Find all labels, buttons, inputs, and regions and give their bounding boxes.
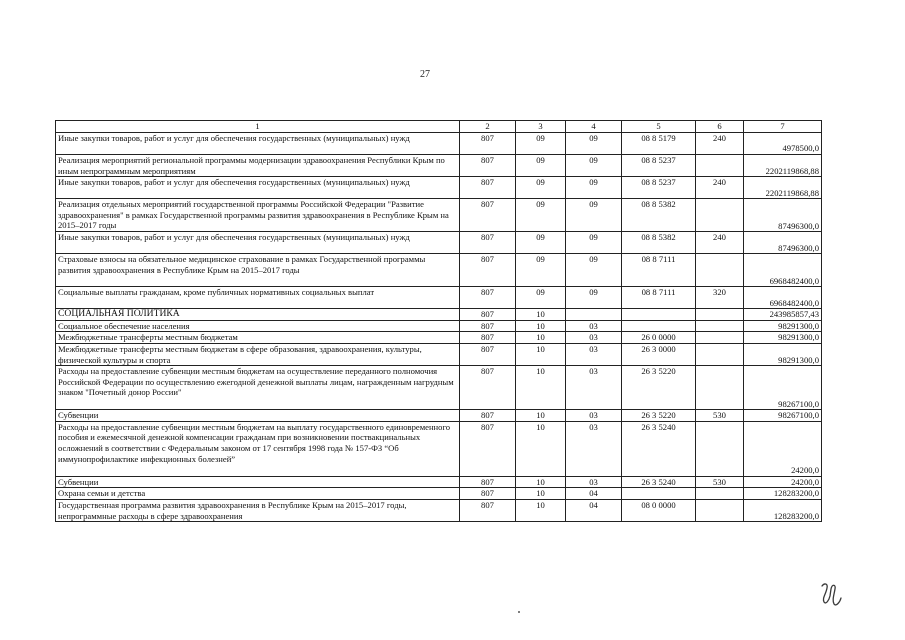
row-code-cell <box>696 320 744 332</box>
row-code-cell: 09 <box>566 199 622 232</box>
header-cell: 3 <box>516 121 566 133</box>
row-code-cell: 04 <box>566 488 622 500</box>
row-code-cell: 10 <box>516 320 566 332</box>
header-cell: 7 <box>744 121 822 133</box>
row-code-cell <box>696 343 744 365</box>
row-code-cell: 08 8 7111 <box>622 287 696 309</box>
row-code-cell <box>696 366 744 410</box>
row-sum-cell: 87496300,0 <box>744 232 822 254</box>
row-name-cell: Государственная программа развития здравоохранения в Республике Крым на 2015–2017 годы, непрограммные расходы в сфере здравоохранения <box>56 499 460 521</box>
row-code-cell: 807 <box>460 232 516 254</box>
table-row <box>56 343 822 365</box>
table-row <box>56 155 822 177</box>
header-cell: 4 <box>566 121 622 133</box>
row-code-cell: 09 <box>566 133 622 155</box>
row-code-cell <box>696 499 744 521</box>
row-name-cell: Реализация отдельных мероприятий государственной программы Российской Федерации "Развитие здравоохранения" в рамках Государственной программы развития здравоохранения в Республике Крым на 2015–2017 годы <box>56 199 460 232</box>
row-code-cell: 807 <box>460 320 516 332</box>
table-row <box>56 133 822 155</box>
row-code-cell: 807 <box>460 133 516 155</box>
row-code-cell: 10 <box>516 366 566 410</box>
header-cell: 2 <box>460 121 516 133</box>
row-sum-cell: 98267100,0 <box>744 410 822 422</box>
row-code-cell: 10 <box>516 499 566 521</box>
row-code-cell: 807 <box>460 421 516 476</box>
row-code-cell: 26 3 5240 <box>622 421 696 476</box>
row-code-cell: 807 <box>460 199 516 232</box>
row-code-cell: 807 <box>460 476 516 488</box>
row-name-cell: Иные закупки товаров, работ и услуг для обеспечения государственных (муниципальных) нужд <box>56 177 460 199</box>
row-code-cell <box>622 320 696 332</box>
row-name-cell: Субвенции <box>56 476 460 488</box>
row-code-cell: 08 8 5237 <box>622 177 696 199</box>
table-header-row <box>56 121 822 133</box>
row-code-cell: 08 0 0000 <box>622 499 696 521</box>
row-sum-cell: 2202119868,88 <box>744 177 822 199</box>
row-code-cell: 09 <box>566 287 622 309</box>
row-code-cell: 807 <box>460 343 516 365</box>
row-code-cell: 807 <box>460 177 516 199</box>
row-name-cell: Страховые взносы на обязательное медицинское страхование в рамках Государственной программы развития здравоохранения в Республике Крым на 2015–2017 годы <box>56 254 460 287</box>
row-code-cell: 08 8 5179 <box>622 133 696 155</box>
row-name-cell: СОЦИАЛЬНАЯ ПОЛИТИКА <box>56 309 460 321</box>
row-name-cell: Реализация мероприятий региональной программы модернизации здравоохранения Республики Крым по иным непрограммным мероприятиям <box>56 155 460 177</box>
table-row <box>56 499 822 521</box>
table-row <box>56 320 822 332</box>
row-sum-cell: 98291300,0 <box>744 332 822 344</box>
row-sum-cell: 128283200,0 <box>744 499 822 521</box>
row-code-cell: 530 <box>696 476 744 488</box>
row-code-cell: 09 <box>566 254 622 287</box>
row-code-cell: 807 <box>460 332 516 344</box>
row-code-cell: 08 8 5237 <box>622 155 696 177</box>
row-code-cell: 530 <box>696 410 744 422</box>
row-sum-cell: 128283200,0 <box>744 488 822 500</box>
row-code-cell <box>566 309 622 321</box>
row-code-cell: 26 3 5240 <box>622 476 696 488</box>
row-sum-cell: 2202119868,88 <box>744 155 822 177</box>
row-name-cell: Расходы на предоставление субвенции местным бюджетам на выплату государственного единовременного пособия и ежемесячной денежной компенсации гражданам при возникновении поствакцинальных осложнений в соответствии с Федеральным законом от 17 сентября 1998 года № 157-ФЗ “Об иммунопрофилактике инфекционных болезней” <box>56 421 460 476</box>
row-name-cell: Охрана семьи и детства <box>56 488 460 500</box>
table-row <box>56 287 822 309</box>
row-name-cell: Иные закупки товаров, работ и услуг для обеспечения государственных (муниципальных) нужд <box>56 133 460 155</box>
row-code-cell: 09 <box>516 199 566 232</box>
row-code-cell: 26 3 5220 <box>622 366 696 410</box>
table-row <box>56 366 822 410</box>
row-code-cell: 807 <box>460 499 516 521</box>
row-sum-cell: 24200,0 <box>744 421 822 476</box>
row-sum-cell: 6968482400,0 <box>744 254 822 287</box>
row-sum-cell: 98291300,0 <box>744 343 822 365</box>
row-sum-cell: 4978500,0 <box>744 133 822 155</box>
table-row <box>56 410 822 422</box>
row-code-cell: 09 <box>566 177 622 199</box>
table-row <box>56 421 822 476</box>
row-code-cell: 807 <box>460 309 516 321</box>
row-code-cell: 240 <box>696 133 744 155</box>
row-sum-cell: 243985857,43 <box>744 309 822 321</box>
row-code-cell: 807 <box>460 488 516 500</box>
row-code-cell: 10 <box>516 488 566 500</box>
row-code-cell: 09 <box>566 155 622 177</box>
row-code-cell <box>622 488 696 500</box>
row-code-cell <box>696 488 744 500</box>
row-name-cell: Социальные выплаты гражданам, кроме публичных нормативных социальных выплат <box>56 287 460 309</box>
row-code-cell: 03 <box>566 366 622 410</box>
row-code-cell: 09 <box>516 232 566 254</box>
row-code-cell: 08 8 7111 <box>622 254 696 287</box>
row-sum-cell: 98267100,0 <box>744 366 822 410</box>
budget-table <box>55 120 822 522</box>
row-sum-cell: 98291300,0 <box>744 320 822 332</box>
scan-speck <box>518 611 520 613</box>
row-name-cell: Субвенции <box>56 410 460 422</box>
row-name-cell: Межбюджетные трансферты местным бюджетам <box>56 332 460 344</box>
row-code-cell: 03 <box>566 320 622 332</box>
header-cell: 6 <box>696 121 744 133</box>
row-code-cell: 240 <box>696 232 744 254</box>
row-code-cell: 240 <box>696 177 744 199</box>
header-cell: 5 <box>622 121 696 133</box>
row-code-cell: 320 <box>696 287 744 309</box>
row-code-cell: 10 <box>516 476 566 488</box>
row-sum-cell: 24200,0 <box>744 476 822 488</box>
table-row <box>56 309 822 321</box>
table-row <box>56 232 822 254</box>
row-code-cell: 09 <box>516 133 566 155</box>
row-code-cell: 09 <box>516 177 566 199</box>
row-code-cell <box>696 254 744 287</box>
row-code-cell: 807 <box>460 254 516 287</box>
row-code-cell: 10 <box>516 343 566 365</box>
table-row <box>56 254 822 287</box>
row-code-cell: 04 <box>566 499 622 521</box>
row-sum-cell: 6968482400,0 <box>744 287 822 309</box>
header-cell: 1 <box>56 121 460 133</box>
table-row <box>56 488 822 500</box>
row-code-cell: 26 0 0000 <box>622 332 696 344</box>
row-code-cell: 807 <box>460 155 516 177</box>
row-name-cell: Расходы на предоставление субвенции местным бюджетам на осуществление переданного полномочия Российской Федерации по осуществлению ежегодной денежной выплаты лицам, награжденным нагрудным знаком "Почетный донор России" <box>56 366 460 410</box>
row-name-cell: Межбюджетные трансферты местным бюджетам в сфере образования, здравоохранения, культуры, физической культуры и спорта <box>56 343 460 365</box>
row-code-cell: 10 <box>516 421 566 476</box>
row-code-cell: 26 3 0000 <box>622 343 696 365</box>
row-code-cell: 08 8 5382 <box>622 232 696 254</box>
row-code-cell <box>696 421 744 476</box>
row-code-cell: 807 <box>460 410 516 422</box>
row-code-cell: 03 <box>566 343 622 365</box>
row-code-cell: 03 <box>566 410 622 422</box>
row-code-cell <box>696 332 744 344</box>
table-row <box>56 199 822 232</box>
row-code-cell: 09 <box>566 232 622 254</box>
table-row <box>56 177 822 199</box>
table-row <box>56 332 822 344</box>
row-code-cell: 08 8 5382 <box>622 199 696 232</box>
handwritten-signature <box>818 580 844 608</box>
row-code-cell <box>696 309 744 321</box>
row-code-cell: 807 <box>460 366 516 410</box>
row-code-cell: 09 <box>516 254 566 287</box>
row-name-cell: Иные закупки товаров, работ и услуг для обеспечения государственных (муниципальных) нужд <box>56 232 460 254</box>
row-code-cell: 03 <box>566 421 622 476</box>
row-code-cell: 10 <box>516 410 566 422</box>
row-code-cell: 09 <box>516 287 566 309</box>
row-code-cell: 26 3 5220 <box>622 410 696 422</box>
row-code-cell <box>696 155 744 177</box>
row-code-cell: 09 <box>516 155 566 177</box>
row-name-cell: Социальное обеспечение населения <box>56 320 460 332</box>
row-code-cell: 10 <box>516 309 566 321</box>
row-code-cell: 10 <box>516 332 566 344</box>
page-number: 27 <box>420 69 430 80</box>
row-code-cell <box>696 199 744 232</box>
row-code-cell <box>622 309 696 321</box>
table-row <box>56 476 822 488</box>
row-code-cell: 03 <box>566 332 622 344</box>
row-code-cell: 807 <box>460 287 516 309</box>
row-sum-cell: 87496300,0 <box>744 199 822 232</box>
row-code-cell: 03 <box>566 476 622 488</box>
